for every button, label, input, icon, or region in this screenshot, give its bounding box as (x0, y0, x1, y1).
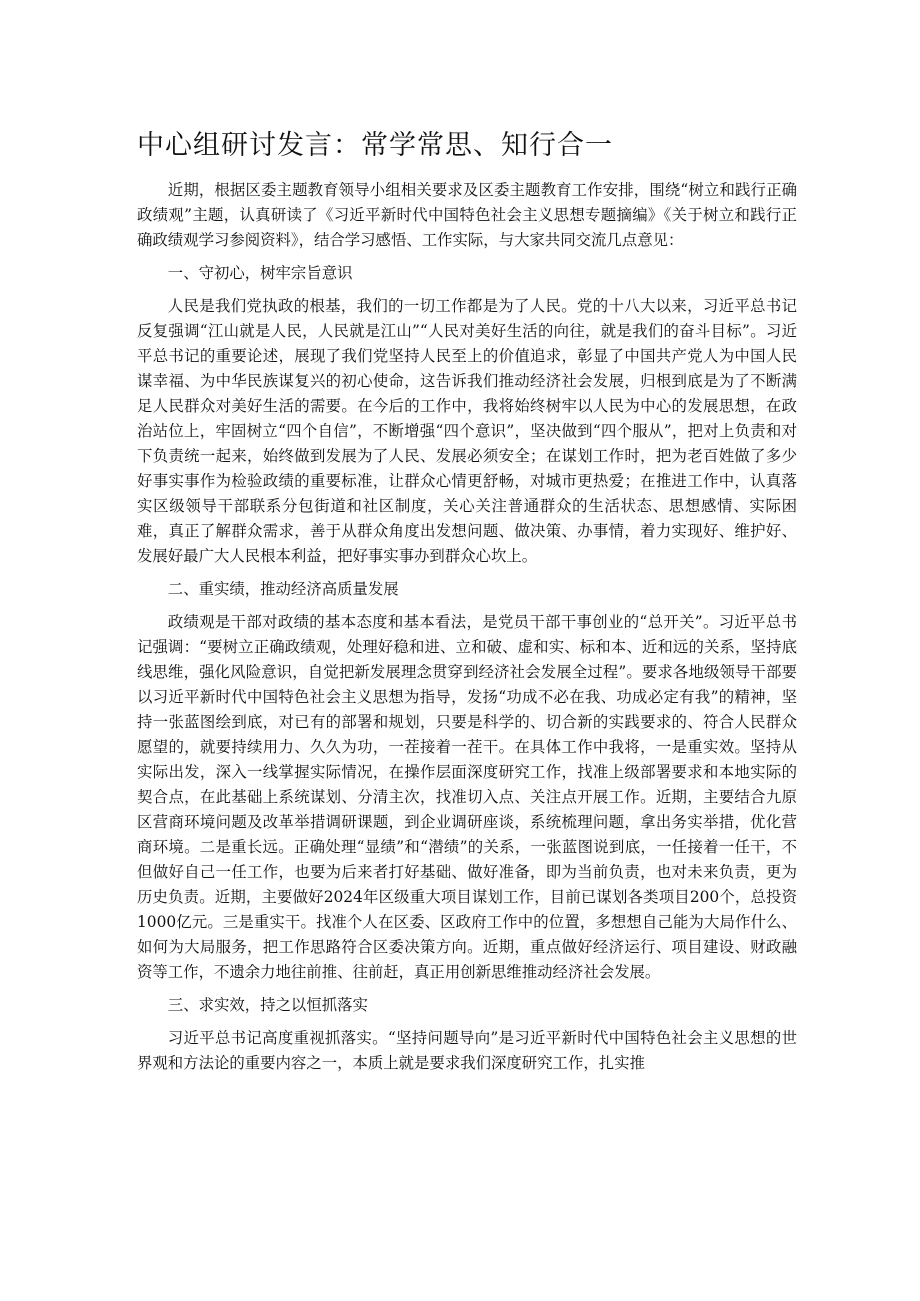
section-1-paragraph: 人民是我们党执政的根基，我们的一切工作都是为了人民。党的十八大以来，习近平总书记反复强调“江山就是人民，人民就是江山”“人民对美好生活的向往，就是我们的奋斗目标”。习近平总书记的重要论述，展现了我们党坚持人民至上的价值追求，彰显了中国共产党人为中国人民谋幸福、为中华民族谋复兴的初心使命，这告诉我们推动经济社会发展，归根到底是为了不断满足人民群众对美好生活的需要。在今后的工作中，我将始终树牢以人民为中心的发展思想，在政治站位上，牢固树立“四个自信”，不断增强“四个意识”，坚决做到“四个服从”，把对上负责和对下负责统一起来，始终做到发展为了人民、发展必须安全；在谋划工作时，把为老百姓做了多少好事实事作为检验政绩的重要标准，让群众心情更舒畅，对城市更热爱；在推进工作中，认真落实区级领导干部联系分包街道和社区制度，关心关注普通群众的生活状态、思想感情、实际困难，真正了解群众需求，善于从群众角度出发想问题、做决策、办事情，着力实现好、维护好、发展好最广大人民根本利益，把好事实事办到群众心坎上。 (137, 297, 797, 565)
section-2-heading: 二、重实绩，推动经济高质量发展 (167, 580, 399, 598)
section-2-paragraph: 政绩观是干部对政绩的基本态度和基本看法，是党员干部干事创业的“总开关”。习近平总书记强调：“要树立正确政绩观，处理好稳和进、立和破、虚和实、标和本、近和远的关系，坚持底线思维，强化风险意识，自觉把新发展理念贯穿到经济社会发展全过程”。要求各地级领导干部要以习近平新时代中国特色社会主义思想为指导，发扬“功成不必在我、功成必定有我”的精神，坚持一张蓝图绘到底，对已有的部署和规划，只要是科学的、切合新的实践要求的、符合人民群众愿望的，就要持续用力、久久为功，一茬接着一茬干。在具体工作中我将，一是重实效。坚持从实际出发，深入一线掌握实际情况，在操作层面深度研究工作，找准上级部署要求和本地实际的契合点，在此基础上系统谋划、分清主次，找准切入点、关注点开展工作。近期，主要结合九原区营商环境问题及改革举措调研课题，到企业调研座谈，系统梳理问题，拿出务实举措，优化营商环境。二是重长远。正确处理“显绩”和“潜绩”的关系，一张蓝图说到底，一任接着一任干，不但做好自己一任工作，也要为后来者打好基础、做好准备，即为当前负责，也对未来负责，更为历史负责。近期，主要做好2024年区级重大项目谋划工作，目前已谋划各类项目200个，总投资1000亿元。三是重实干。找准个人在区委、区政府工作中的位置，多想想自己能为大局作什么、如何为大局服务，把工作思路符合区委决策方向。近期，重点做好经济运行、项目建设、财政融资等工作，不遗余力地往前推、往前赶，真正用创新思维推动经济社会发展。 (137, 613, 797, 981)
document-body (137, 178, 797, 1084)
section-3-paragraph: 习近平总书记高度重视抓落实。“坚持问题导向”是习近平新时代中国特色社会主义思想的世界观和方法论的重要内容之一，本质上就是要求我们深度研究工作，扎实推 (137, 1029, 797, 1072)
intro-paragraph: 近期，根据区委主题教育领导小组相关要求及区委主题教育工作安排，围绕“树立和践行正确政绩观”主题，认真研读了《习近平新时代中国特色社会主义思想专题摘编》《关于树立和践行正确政绩观学习参阅资料》，结合学习感悟、工作实际，与大家共同交流几点意见： (137, 181, 797, 249)
section-1-heading: 一、守初心，树牢宗旨意识 (167, 264, 353, 282)
section-3-heading: 三、求实效，持之以恒抓落实 (167, 996, 368, 1014)
document-title: 中心组研讨发言：常学常思、知行合一 (137, 130, 613, 161)
